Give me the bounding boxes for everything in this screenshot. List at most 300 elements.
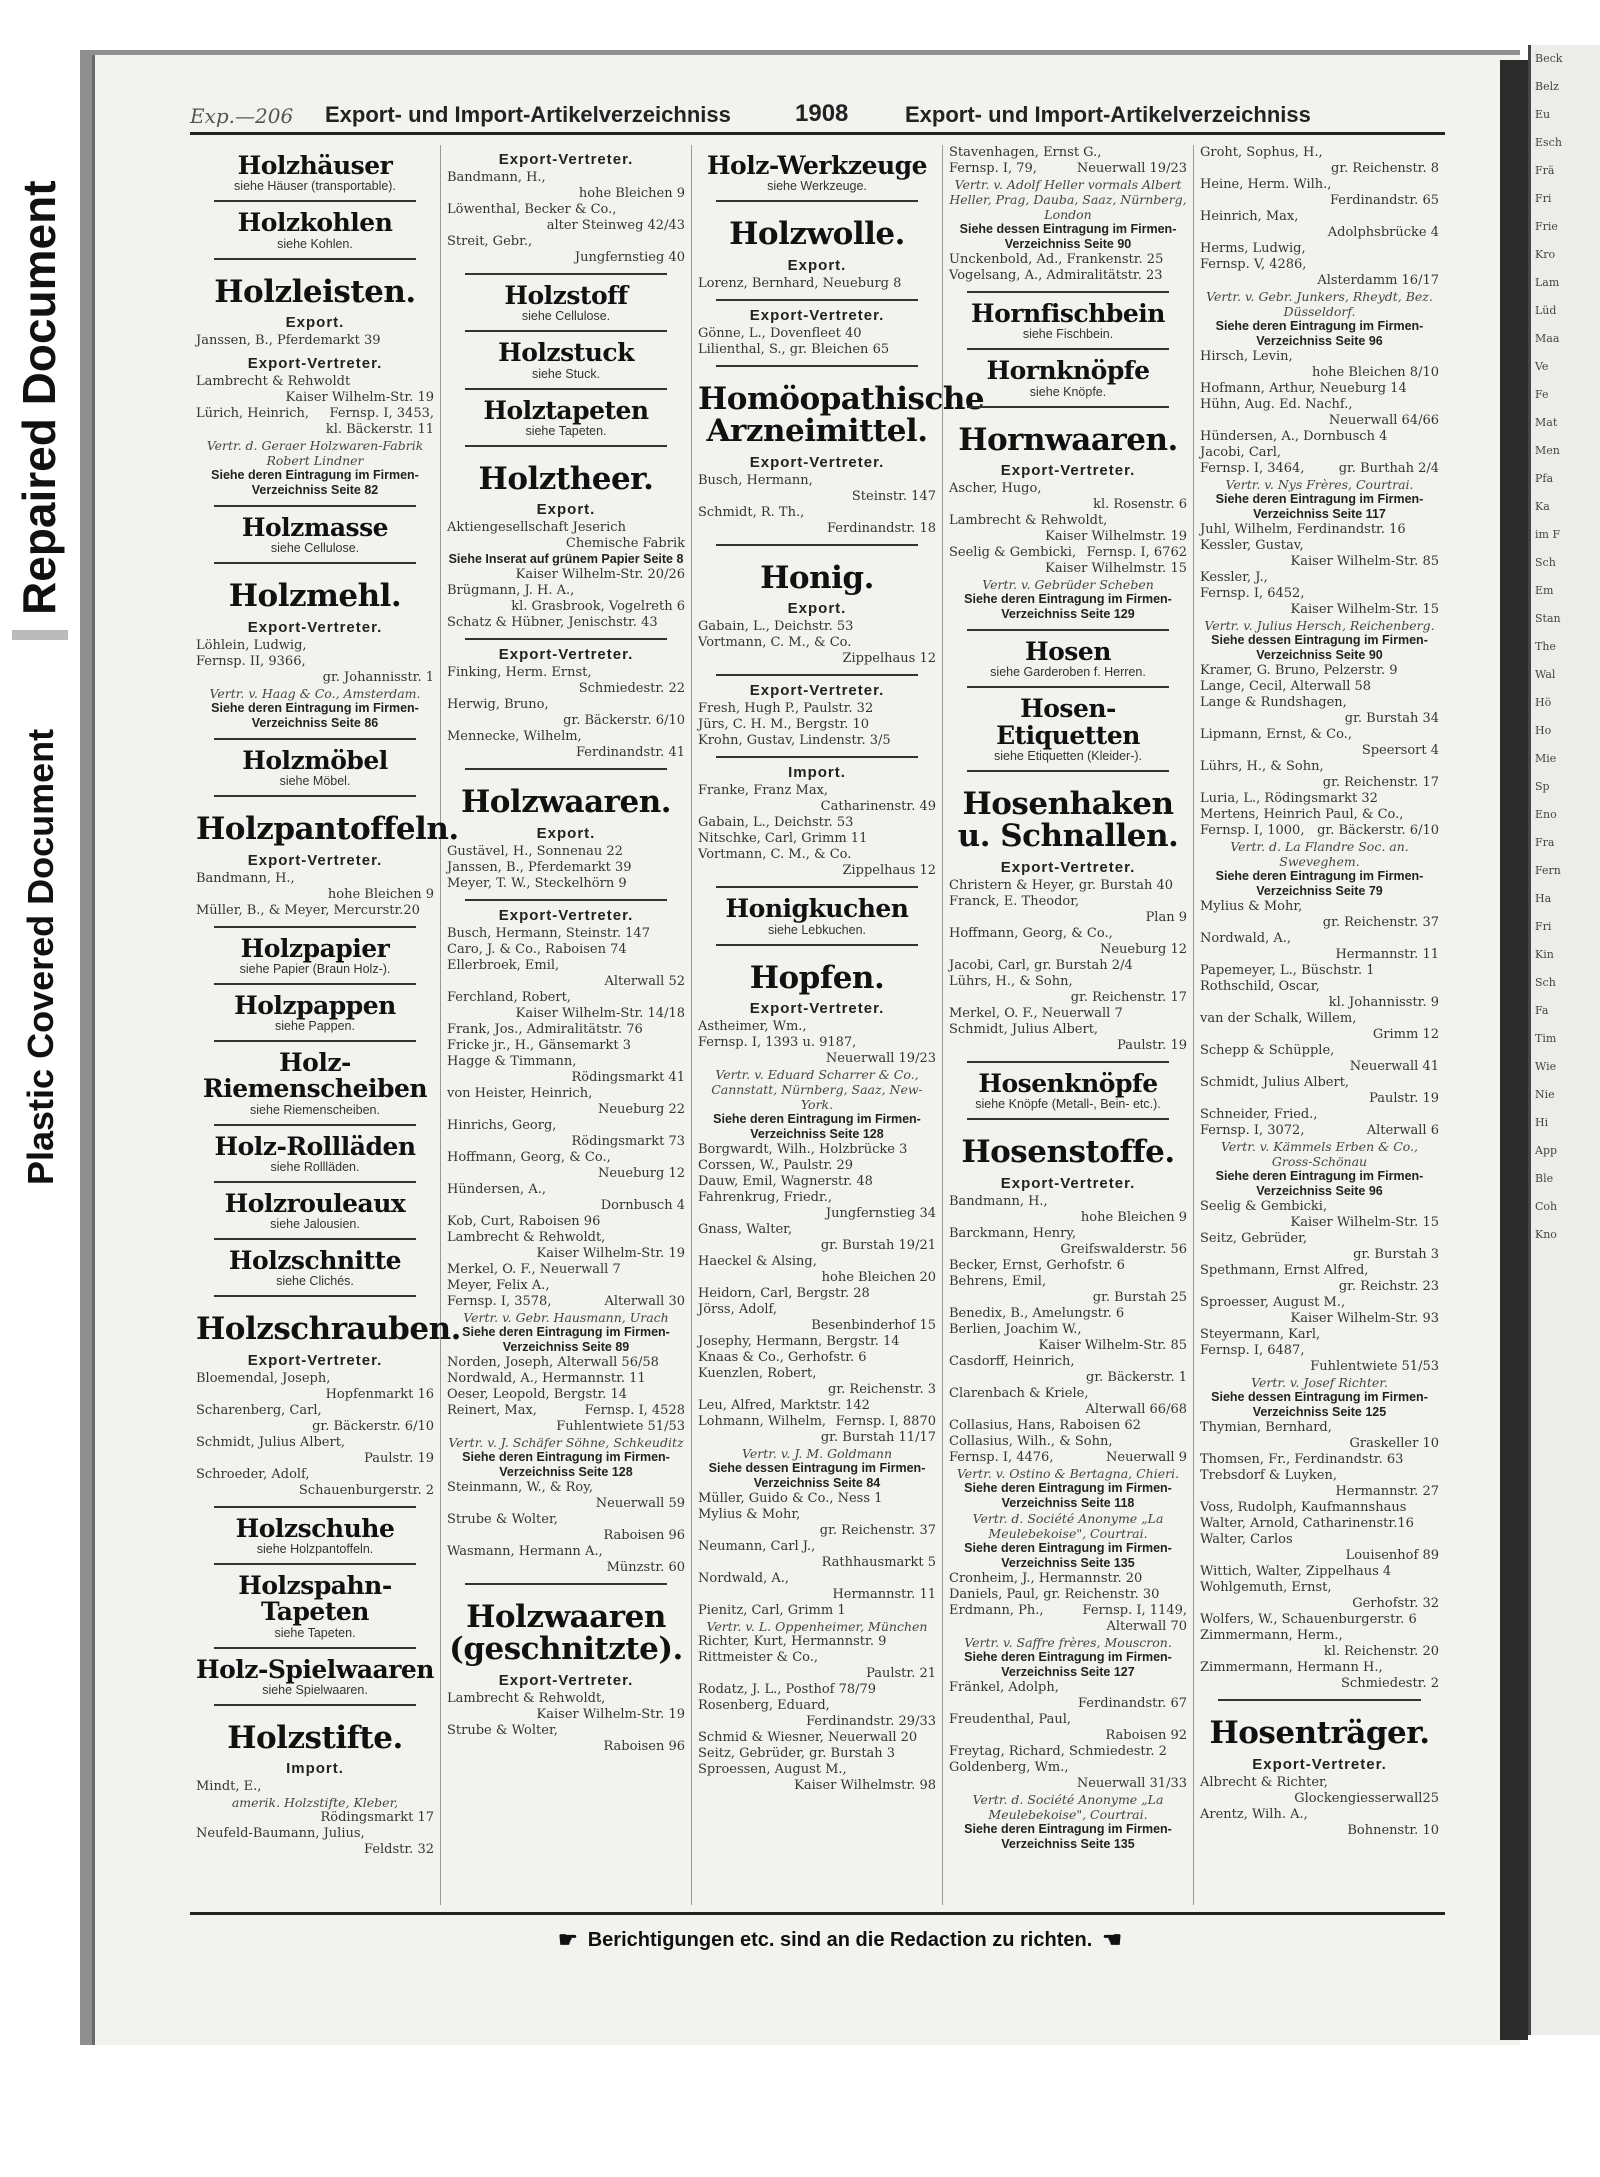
see-reference: siehe Papier (Braun Holz-).: [239, 961, 391, 976]
entry-address: Kaiser Wilhelmstr. 19: [1045, 529, 1187, 545]
next-page-fragment: Men: [1535, 444, 1560, 457]
directory-entry: [1200, 711, 1439, 727]
entry-address: Rödingsmarkt 41: [571, 1069, 685, 1085]
directory-entry: [698, 1222, 936, 1238]
directory-entry: [949, 1290, 1187, 1306]
next-page-fragment: Eno: [1535, 808, 1557, 821]
register-reference: Siehe dessen Eintragung im Firmen-Verzeichniss Seite 90: [959, 222, 1177, 251]
entry-name: Walter, Arnold, Catharinenstr.16: [1200, 1516, 1414, 1531]
agency-note: Vertr. d. Société Anonyme „La Meulebekoise", Courtrai.: [972, 1791, 1164, 1822]
directory-entry: [1200, 899, 1439, 915]
next-page-fragment: Frä: [1535, 164, 1555, 177]
directory-entry: [1200, 807, 1439, 823]
entry-address: Ferdinandstr. 41: [575, 745, 685, 761]
directory-entry: [1200, 1548, 1439, 1564]
entry-name: Steyermann, Karl,: [1200, 1327, 1321, 1342]
directory-entry: [1200, 1420, 1439, 1436]
directory-entry: [1200, 273, 1439, 289]
section-label: Export.: [787, 256, 847, 274]
directory-entry: [698, 1382, 936, 1398]
directory-entry: [1200, 225, 1439, 241]
directory-entry: [949, 1402, 1187, 1418]
agency-note: Vertr. v. Nys Frères, Courtrai.: [1225, 477, 1414, 492]
directory-entry: [949, 1603, 1187, 1619]
agency-note: Vertr. v. Saffre frères, Mouscron.: [964, 1634, 1172, 1650]
entry-name: Thomsen, Fr., Ferdinandstr. 63: [1200, 1452, 1404, 1467]
entry-name: Oeser, Leopold, Bergstr. 14: [447, 1386, 628, 1402]
entry-address: Kaiser Wilhelm-Str. 19: [285, 390, 434, 406]
entry-address: hohe Bleichen 9: [1080, 1209, 1187, 1225]
register-reference: Siehe dessen Eintragung im Firmen-Verzeichniss Seite 125: [1211, 1390, 1428, 1419]
directory-entry: [447, 1086, 685, 1102]
entry-name: Seitz, Gebrüder,: [1200, 1231, 1308, 1246]
directory-entry: [949, 1386, 1187, 1402]
directory-entry: [698, 1035, 936, 1051]
next-page-fragment: Sch: [1535, 556, 1556, 569]
entry-name: Mennecke, Wilhelm,: [447, 729, 582, 745]
directory-entry: [1200, 1660, 1439, 1676]
section-divider: [214, 1506, 416, 1508]
entry-address: Rathhausmarkt 5: [821, 1555, 936, 1571]
entry-name: Janssen, B., Pferdemarkt 39: [447, 859, 632, 875]
category-heading: Holzrouleaux: [224, 1188, 406, 1218]
category-heading: Holz-Spielwaaren: [196, 1654, 434, 1684]
entry-name: Erdmann, Ph.,: [949, 1602, 1044, 1618]
directory-entry: [698, 326, 936, 342]
directory-entry: [1200, 461, 1439, 477]
section-divider: [967, 629, 1169, 631]
directory-entry: [1200, 554, 1439, 570]
see-reference: siehe Cellulose.: [521, 309, 611, 324]
directory-entry: [949, 974, 1187, 990]
entry-address: Glockengiesserwall25: [1294, 1790, 1439, 1806]
entry-name: Lange, Cecil, Alterwall 58: [1200, 679, 1372, 694]
entry-address: gr. Bäckerstr. 6/10: [563, 713, 685, 729]
see-reference: siehe Jalousien.: [270, 1217, 360, 1232]
directory-entry: [196, 1483, 434, 1499]
entry-address: kl. Bäckerstr. 11: [325, 422, 434, 438]
entry-name: Schmidt, Julius Albert,: [196, 1434, 346, 1450]
entry-name: Zimmermann, Hermann H.,: [1200, 1660, 1383, 1675]
entry-address: gr. Reichenstr. 17: [1322, 775, 1439, 790]
directory-entry: [1200, 209, 1439, 225]
entry-name: Gabain, L., Deichstr. 53: [698, 815, 854, 831]
next-page-fragment: App: [1535, 1144, 1558, 1157]
next-page-fragment: Maa: [1535, 332, 1560, 345]
next-page-fragment: Tim: [1535, 1032, 1557, 1045]
entry-name: Lorenz, Bernhard, Neueburg 8: [698, 275, 902, 291]
entry-name: Scharenberg, Carl,: [196, 1402, 322, 1418]
entry-name: Rittmeister & Co.,: [698, 1650, 819, 1666]
entry-name: Juhl, Wilhelm, Ferdinandstr. 16: [1200, 522, 1406, 537]
directory-entry: [196, 638, 434, 654]
entry-address: Kaiser Wilhelm-Str. 14/18: [515, 1005, 685, 1021]
entry-address: Münzstr. 60: [606, 1559, 685, 1575]
see-reference: siehe Häuser (transportable).: [234, 179, 396, 194]
category-heading: Honigkuchen: [725, 894, 909, 924]
directory-entry: [1200, 413, 1439, 429]
directory-entry: [698, 1238, 936, 1254]
entry-address: Ferdinandstr. 67: [1077, 1695, 1187, 1711]
directory-entry: [447, 1403, 685, 1419]
directory-entry: [196, 1371, 434, 1387]
entry-name: Müller, B., & Meyer, Mercurstr.20: [196, 902, 420, 918]
directory-entry: [1200, 1107, 1439, 1123]
section-divider: [214, 200, 416, 202]
entry-name: Clarenbach & Kriele,: [949, 1385, 1089, 1401]
entry-name: Casdorff, Heinrich,: [949, 1353, 1075, 1369]
entry-name: Benedix, B., Amelungstr. 6: [949, 1305, 1125, 1321]
directory-entry: [949, 990, 1187, 1006]
entry-name: Brügmann, J. H. A.,: [447, 583, 575, 599]
directory-entry: [698, 799, 936, 815]
directory-entry: [447, 186, 685, 202]
entry-name: Strube & Wolter,: [447, 1511, 558, 1527]
entry-name: Fricke jr., H., Gänsemarkt 3: [447, 1037, 631, 1053]
next-page-fragment: Sch: [1535, 976, 1556, 989]
register-reference: Siehe deren Eintragung im Firmen-Verzeichniss Seite 129: [964, 592, 1172, 622]
directory-entry: [698, 1650, 936, 1666]
directory-entry: [1200, 1775, 1439, 1791]
entry-address: gr. Burstah 11/17: [820, 1430, 936, 1446]
section-divider: [716, 544, 918, 546]
entry-name: Spethmann, Ernst Alfred,: [1200, 1263, 1369, 1278]
section-label: Export-Vertreter.: [247, 618, 383, 636]
next-page-fragment: Fri: [1535, 192, 1552, 205]
entry-name: Vortmann, C. M., & Co.: [698, 635, 852, 651]
entry-name: Cronheim, J., Hermannstr. 20: [949, 1570, 1143, 1586]
entry-name: Gabain, L., Deichstr. 53: [698, 619, 854, 635]
next-page-fragment: Ka: [1535, 500, 1550, 513]
directory-entry: [447, 1118, 685, 1134]
register-reference: Siehe deren Eintragung im Firmen-Verzeichniss Seite 86: [211, 700, 419, 730]
entry-name: Fernsp. I, 4476,: [949, 1449, 1054, 1465]
category-heading: Holzstuck: [498, 338, 634, 368]
directory-entry: [447, 876, 685, 892]
entry-name: Ferchland, Robert,: [447, 989, 571, 1005]
directory-entry: [1200, 381, 1439, 397]
directory-entry: [447, 1544, 685, 1560]
entry-name: Schmidt, Julius Albert,: [1200, 1075, 1350, 1090]
directory-entry: [1200, 1311, 1439, 1327]
directory-entry: [1200, 915, 1439, 931]
next-page-fragment: Ho: [1535, 724, 1552, 737]
register-reference: Siehe deren Eintragung im Firmen-Verzeichniss Seite 82: [211, 468, 419, 498]
directory-entry: [698, 815, 936, 831]
entry-name: Fresh, Hugh P., Paulstr. 32: [698, 701, 874, 717]
entry-name: Gönne, L., Dovenfleet 40: [698, 325, 862, 341]
entry-address: gr. Reichenstr. 37: [819, 1523, 936, 1539]
entry-name: Bloemendal, Joseph,: [196, 1370, 331, 1386]
directory-entry: [447, 745, 685, 761]
directory-entry: [447, 1214, 685, 1230]
entry-name: Nordwald, A.,: [698, 1571, 790, 1587]
directory-entry: [447, 1691, 685, 1707]
directory-entry: [447, 1182, 685, 1198]
see-reference: siehe Tapeten.: [525, 423, 607, 438]
directory-entry: [1200, 1343, 1439, 1359]
directory-entry: [447, 1038, 685, 1054]
entry-address: Jungfernstieg 40: [574, 250, 685, 265]
entry-address: gr. Burstah 3: [1353, 1247, 1439, 1262]
agency-note: Vertr. v. Adolf Heller vormals Albert Heller, Prag, Dauba, Saaz, Nürnberg, London: [949, 177, 1187, 222]
category-heading: Holzkohlen: [237, 208, 393, 238]
entry-name: Krohn, Gustav, Lindenstr. 3/5: [698, 733, 891, 749]
directory-entry: [1200, 570, 1439, 586]
entry-name: Kramer, G. Bruno, Pelzerstr. 9: [1200, 663, 1398, 678]
entry-name: Pienitz, Carl, Grimm 1: [698, 1603, 846, 1619]
entry-address: Zippelhaus 12: [842, 863, 936, 879]
directory-entry: [447, 1134, 685, 1150]
entry-name: Fernsp. II, 9366,: [196, 653, 306, 669]
next-page-fragment: Hö: [1535, 696, 1552, 709]
category-heading: Holz-Riemenscheiben: [202, 1048, 428, 1104]
directory-entry: [1200, 1359, 1439, 1375]
section-divider: [716, 944, 918, 946]
directory-entry: [698, 1318, 936, 1334]
footer-notice: Berichtigungen etc. sind an die Redaction zu richten.: [587, 1928, 1093, 1951]
directory-entry: [698, 1587, 936, 1603]
directory-entry: [447, 860, 685, 876]
directory-entry: [1200, 791, 1439, 807]
see-reference: siehe Knöpfe.: [1029, 384, 1107, 399]
entry-address: Neuerwall 19/23: [825, 1051, 936, 1067]
register-reference: Siehe deren Eintragung im Firmen-Verzeichniss Seite 117: [1215, 492, 1424, 521]
entry-name: Neumann, Carl J.,: [698, 1539, 816, 1555]
directory-entry: [1200, 947, 1439, 963]
directory-entry: [698, 1190, 936, 1206]
entry-name: Seelig & Gembicki,: [1200, 1199, 1328, 1214]
entry-name: Aktiengesellschaft Jeserich: [447, 520, 626, 536]
entry-address: Paulstr. 21: [866, 1666, 936, 1682]
directory-entry: [698, 1571, 936, 1587]
directory-entry: [447, 1006, 685, 1022]
entry-name: Goldenberg, Wm.,: [949, 1759, 1069, 1775]
directory-entry: [447, 1166, 685, 1182]
directory-entry: [447, 250, 685, 266]
directory-entry: [447, 974, 685, 990]
entry-name: Schepp & Schüpple,: [1200, 1043, 1335, 1058]
register-reference: Siehe dessen Eintragung im Firmen-Verzeichniss Seite 90: [1211, 633, 1428, 662]
directory-entry: [447, 1198, 685, 1214]
entry-name: Busch, Hermann, Steinstr. 147: [447, 925, 650, 941]
see-reference: siehe Tapeten.: [274, 1625, 356, 1640]
agency-note: Vertr. v. Gebr. Junkers, Rheydt, Bez. Düsseldorf.: [1206, 289, 1433, 319]
directory-entry: [1200, 1075, 1439, 1091]
category-heading: Holzpapier: [240, 933, 390, 963]
section-divider: [967, 406, 1169, 408]
entry-name: Herms, Ludwig,: [1200, 241, 1306, 256]
entry-address: Adolphsbrücke 4: [1327, 225, 1439, 240]
directory-entry: [1200, 161, 1439, 177]
entry-address: Neuerwall 31/33: [1076, 1775, 1187, 1791]
directory-entry: [1200, 1247, 1439, 1263]
directory-entry: [1200, 759, 1439, 775]
entry-address: Jungfernstieg 34: [825, 1206, 936, 1222]
entry-name: Sproessen, August M.,: [698, 1762, 847, 1778]
section-divider: [465, 1583, 667, 1585]
entry-address: Bohnenstr. 10: [1347, 1822, 1439, 1838]
entry-name: Hühn, Aug. Ed. Nachf.,: [1200, 397, 1353, 412]
directory-entry: [698, 276, 936, 292]
next-page-fragment: Frie: [1535, 220, 1558, 233]
entry-name: Caro, J. & Co., Raboisen 74: [447, 941, 627, 957]
agency-note: Vertr. v. Eduard Scharrer & Co., Cannstatt, Nürnberg, Saaz, New-York.: [711, 1067, 923, 1113]
entry-name: Seelig & Gembicki,: [949, 545, 1077, 561]
directory-columns: [190, 145, 1445, 1905]
entry-name: Fernsp. I, 3578,: [447, 1293, 552, 1309]
directory-entry: [698, 1334, 936, 1350]
entry-name: Knaas & Co., Gerhofstr. 6: [698, 1350, 867, 1366]
directory-entry: [196, 670, 434, 686]
entry-name: Schmidt, Julius Albert,: [949, 1021, 1099, 1037]
footer-rule: [190, 1912, 1445, 1915]
entry-address: gr. Burstah 34: [1344, 711, 1439, 726]
next-page-fragment: Lam: [1535, 276, 1560, 289]
see-reference: siehe Werkzeuge.: [767, 179, 867, 194]
directory-entry: [1200, 1199, 1439, 1215]
agency-note: Vertr. v. Ostino & Bertagna, Chieri.: [956, 1465, 1180, 1481]
entry-name: Hoffmann, Georg, & Co.,: [447, 1149, 611, 1165]
entry-address: gr. Reichenstr. 17: [1070, 989, 1187, 1005]
entry-name: Lambrecht & Rehwoldt: [196, 374, 351, 390]
entry-name: Lürich, Heinrich,: [196, 406, 310, 422]
section-divider: [214, 1181, 416, 1183]
directory-entry: [949, 1210, 1187, 1226]
directory-entry: [447, 1150, 685, 1166]
page-footer: [460, 1925, 1220, 1955]
entry-name: Sproesser, August M.,: [1200, 1295, 1346, 1310]
directory-entry: [447, 1262, 685, 1278]
section-divider: [214, 505, 416, 507]
directory-entry: [698, 1174, 936, 1190]
entry-name: Fränkel, Adolph,: [949, 1679, 1059, 1695]
directory-entry: [698, 701, 936, 717]
directory-entry: [1200, 1091, 1439, 1107]
entry-name: Fernsp. I, 1393 u. 9187,: [698, 1035, 857, 1051]
category-heading: Hopfen.: [749, 959, 885, 996]
entry-address: Neueburg 12: [1099, 941, 1187, 957]
section-divider: [967, 291, 1169, 293]
directory-entry: [949, 1306, 1187, 1322]
entry-address: Kaiser Wilhelm-Str. 19: [536, 1706, 685, 1722]
entry-address: Steinstr. 147: [851, 488, 936, 504]
entry-name: Astheimer, Wm.,: [698, 1019, 807, 1035]
register-reference: Siehe Inserat auf grünem Papier Seite 8: [448, 552, 684, 567]
next-page-fragment: im F: [1535, 528, 1561, 541]
entry-name: Wolfers, W., Schauenburgerstr. 6: [1200, 1612, 1417, 1627]
directory-entry: [1200, 1791, 1439, 1807]
section-divider: [214, 1124, 416, 1126]
section-divider: [1218, 1699, 1421, 1701]
section-divider: [214, 983, 416, 985]
next-page-fragment: Fa: [1535, 1004, 1549, 1017]
entry-name: Kuenzlen, Robert,: [698, 1366, 817, 1382]
section-label: Export.: [285, 314, 345, 332]
agency-note: Vertr. v. Julius Hersch, Reichenberg.: [1204, 618, 1435, 633]
directory-entry: [698, 783, 936, 799]
entry-name: Gnass, Walter,: [698, 1222, 793, 1238]
entry-name: Herwig, Bruno,: [447, 697, 549, 713]
column-2: [441, 145, 692, 1905]
directory-entry: [196, 1419, 434, 1435]
directory-entry: [698, 1603, 936, 1619]
directory-entry: [698, 1698, 936, 1714]
entry-address: gr. Reichenstr. 37: [1322, 915, 1439, 930]
category-heading: Holzspahn-Tapeten: [238, 1571, 392, 1627]
entry-name: Heidorn, Carl, Bergstr. 28: [698, 1286, 870, 1302]
entry-name: Fernsp. V, 4286,: [1200, 257, 1307, 272]
entry-address: Ferdinandstr. 18: [826, 520, 936, 536]
category-heading: Hornknöpfe: [986, 356, 1150, 386]
next-page-fragment: Belz: [1535, 80, 1559, 93]
directory-entry: [949, 1258, 1187, 1274]
entry-address: Feldstr. 32: [364, 1842, 434, 1858]
category-heading: Holzwaaren.: [460, 784, 672, 821]
directory-entry: [196, 1842, 434, 1858]
entry-name: Fahrenkrug, Friedr.,: [698, 1190, 833, 1206]
section-divider: [716, 886, 918, 888]
entry-name: Wohlgemuth, Ernst,: [1200, 1580, 1332, 1595]
directory-entry: [949, 1450, 1187, 1466]
next-page-fragment: Ha: [1535, 892, 1552, 905]
page-header: [190, 95, 1445, 135]
entry-address: Chemische Fabrik: [565, 536, 685, 552]
next-page-fragment: Kno: [1535, 1228, 1557, 1241]
directory-entry: [447, 1496, 685, 1512]
entry-name: Reinert, Max,: [447, 1402, 537, 1418]
entry-name: Heine, Herm. Wilh.,: [1200, 177, 1332, 192]
entry-name: Jürs, C. H. M., Bergstr. 10: [698, 717, 870, 733]
entry-name: Kessler, J.,: [1200, 570, 1268, 585]
agency-note: Vertr. v. Haag & Co., Amsterdam.: [209, 685, 421, 701]
next-page-fragment: Fri: [1535, 920, 1552, 933]
directory-entry: [1200, 695, 1439, 711]
page-gutter: [1500, 60, 1528, 2040]
entry-name: Josephy, Hermann, Bergstr. 14: [698, 1334, 900, 1350]
entry-address: kl. Johannisstr. 9: [1328, 995, 1439, 1010]
entry-name: Fernsp. I, 79,: [949, 161, 1037, 176]
directory-entry: [698, 1366, 936, 1382]
entry-address: Neuerwall 19/23: [1076, 161, 1187, 176]
see-reference: siehe Garderoben f. Herren.: [990, 665, 1146, 680]
entry-address: Gerhofstr. 32: [1352, 1596, 1439, 1611]
section-label: Export-Vertreter.: [498, 646, 634, 664]
entry-address: kl. Grasbrook, Vogelreth 6: [511, 599, 685, 615]
see-reference: siehe Holzpantoffeln.: [256, 1542, 374, 1557]
entry-name: Groht, Sophus, H.,: [1200, 145, 1323, 160]
register-reference: Siehe dessen Eintragung im Firmen-Verzeichniss Seite 84: [708, 1461, 926, 1491]
entry-name: Lipmann, Ernst, & Co.,: [1200, 727, 1352, 742]
directory-entry: [1200, 963, 1439, 979]
directory-entry: [447, 958, 685, 974]
entry-name: Mertens, Heinrich Paul, & Co.,: [1200, 807, 1404, 822]
section-divider: [214, 1238, 416, 1240]
entry-name: Trebsdorf & Luyken,: [1200, 1468, 1338, 1483]
section-divider: [716, 756, 918, 758]
directory-entry: [949, 1587, 1187, 1603]
side-label-strip: [0, 0, 80, 2177]
entry-name: Hoffmann, Georg, & Co.,: [949, 925, 1113, 941]
entry-name: Wittich, Walter, Zippelhaus 4: [1200, 1564, 1392, 1579]
section-divider: [465, 273, 667, 275]
directory-entry: [1200, 1011, 1439, 1027]
entry-address: Fernsp. I, 4528: [584, 1402, 685, 1418]
entry-address: Alterwall 52: [604, 973, 685, 989]
directory-entry: [698, 1270, 936, 1286]
category-heading: Holzmöbel: [242, 745, 388, 775]
directory-entry: [196, 374, 434, 390]
